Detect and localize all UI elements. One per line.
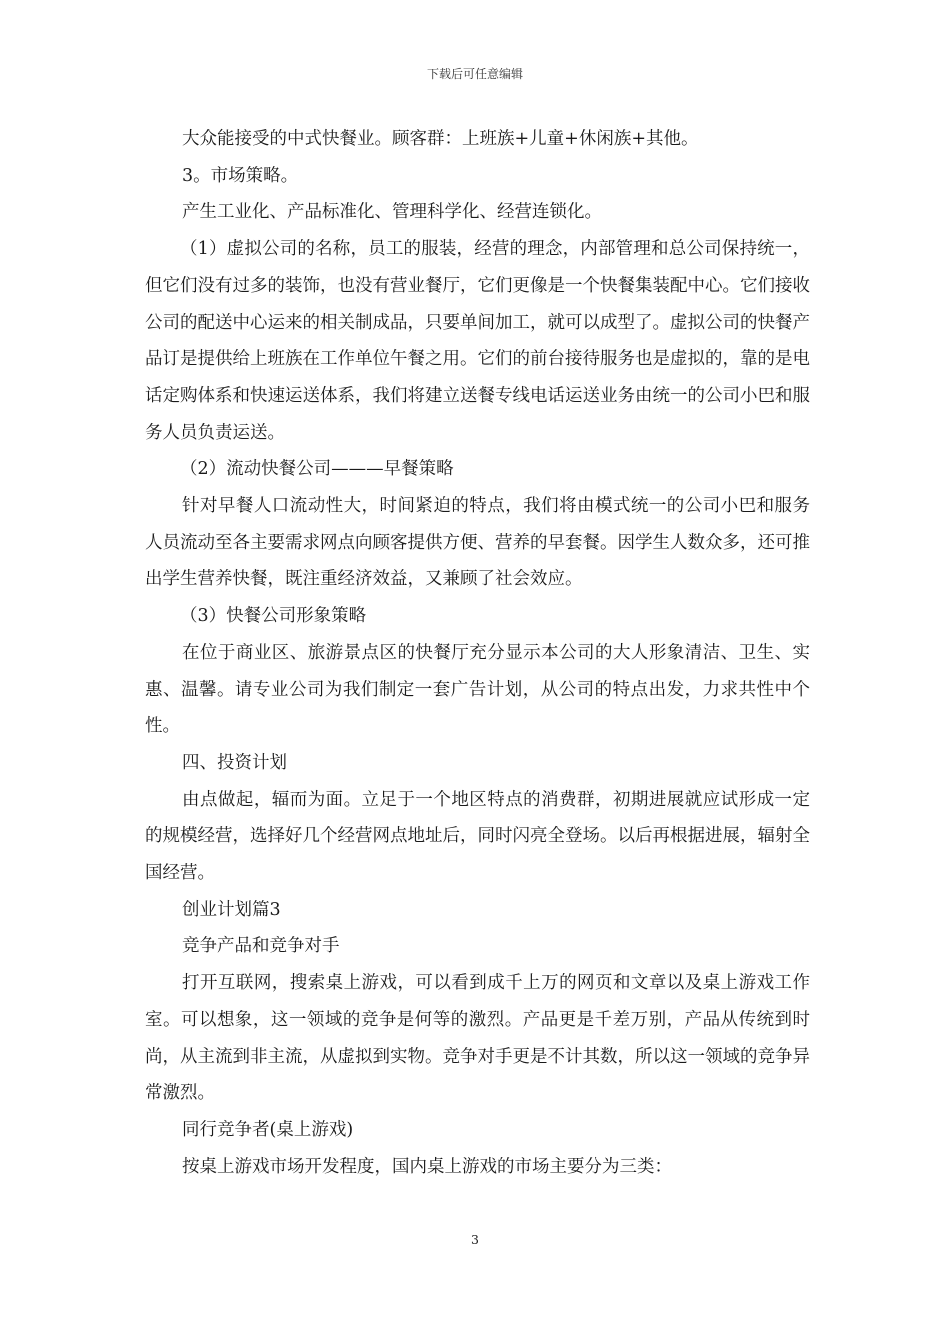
page-header: 下载后可任意编辑 — [426, 67, 523, 81]
page-number: 3 — [471, 1232, 479, 1247]
heading-investment-plan: 四、投资计划 — [182, 752, 287, 773]
paragraph-image-strategy: 在位于商业区、旅游景点区的快餐厅充分显示本公司的大人形象清洁、卫生、实惠、温馨。请专业公司为我们制定一套广告计划，从公司的特点出发，力求共性中个性。 — [145, 642, 810, 737]
heading-peer-competitors: 同行竞争者(桌上游戏) — [182, 1119, 354, 1140]
heading-business-plan-3: 创业计划篇3 — [182, 899, 281, 920]
paragraph-investment-plan: 由点做起，辐而为面。立足于一个地区特点的消费群，初期进展就应试形成一定的规模经营，选择好几个经营网点地址后，同时闪亮全登场。以后再根据进展，辐射全国经营。 — [145, 789, 810, 884]
heading-image-strategy: （3）快餐公司形象策略 — [180, 606, 367, 627]
paragraph-virtual-company: （1）虚拟公司的名称，员工的服装，经营的理念，内部管理和总公司保持统一，但它们没有过多的装饰，也没有营业餐厅，它们更像是一个快餐集装配中心。它们接收公司的配送中心运来的相关制成品，只要单间加工，就可以成型了。虚拟公司的快餐产品订是提供给上班族在工作单位午餐之用。它们的前台接待服务也是虚拟的，靠的是电话定购体系和快速运送体系，我们将建立送餐专线电话运送业务由统一的公司小巴和服务人员负责运送。 — [145, 239, 810, 443]
heading-market-strategy: 3。市场策略。 — [182, 165, 299, 186]
paragraph-customer-group: 大众能接受的中式快餐业。顾客群：上班族+儿童+休闲族+其他。 — [182, 129, 699, 149]
paragraph-competition: 打开互联网，搜索桌上游戏，可以看到成千上万的网页和文章以及桌上游戏工作室。可以想象，这一领域的竞争是何等的激烈。产品更是千差万别，产品从传统到时尚，从主流到非主流，从虚拟到实物。竞争对手更是不计其数，所以这一领域的竞争异常激烈。 — [145, 973, 810, 1104]
heading-competition: 竞争产品和竞争对手 — [182, 936, 340, 957]
paragraph-market-categories: 按桌上游戏市场开发程度，国内桌上游戏的市场主要分为三类： — [182, 1156, 672, 1177]
paragraph-breakfast-strategy: 针对早餐人口流动性大，时间紧迫的特点，我们将由模式统一的公司小巴和服务人员流动至各主要需求网点向顾客提供方便、营养的早套餐。因学生人数众多，还可推出学生营养快餐，既注重经济效益，又兼顾了社会效应。 — [145, 496, 810, 590]
heading-mobile-fastfood: （2）流动快餐公司———早餐策略 — [180, 459, 454, 480]
document-body — [145, 121, 810, 1185]
paragraph-standardization: 产生工业化、产品标准化、管理科学化、经营连锁化。 — [182, 202, 602, 223]
